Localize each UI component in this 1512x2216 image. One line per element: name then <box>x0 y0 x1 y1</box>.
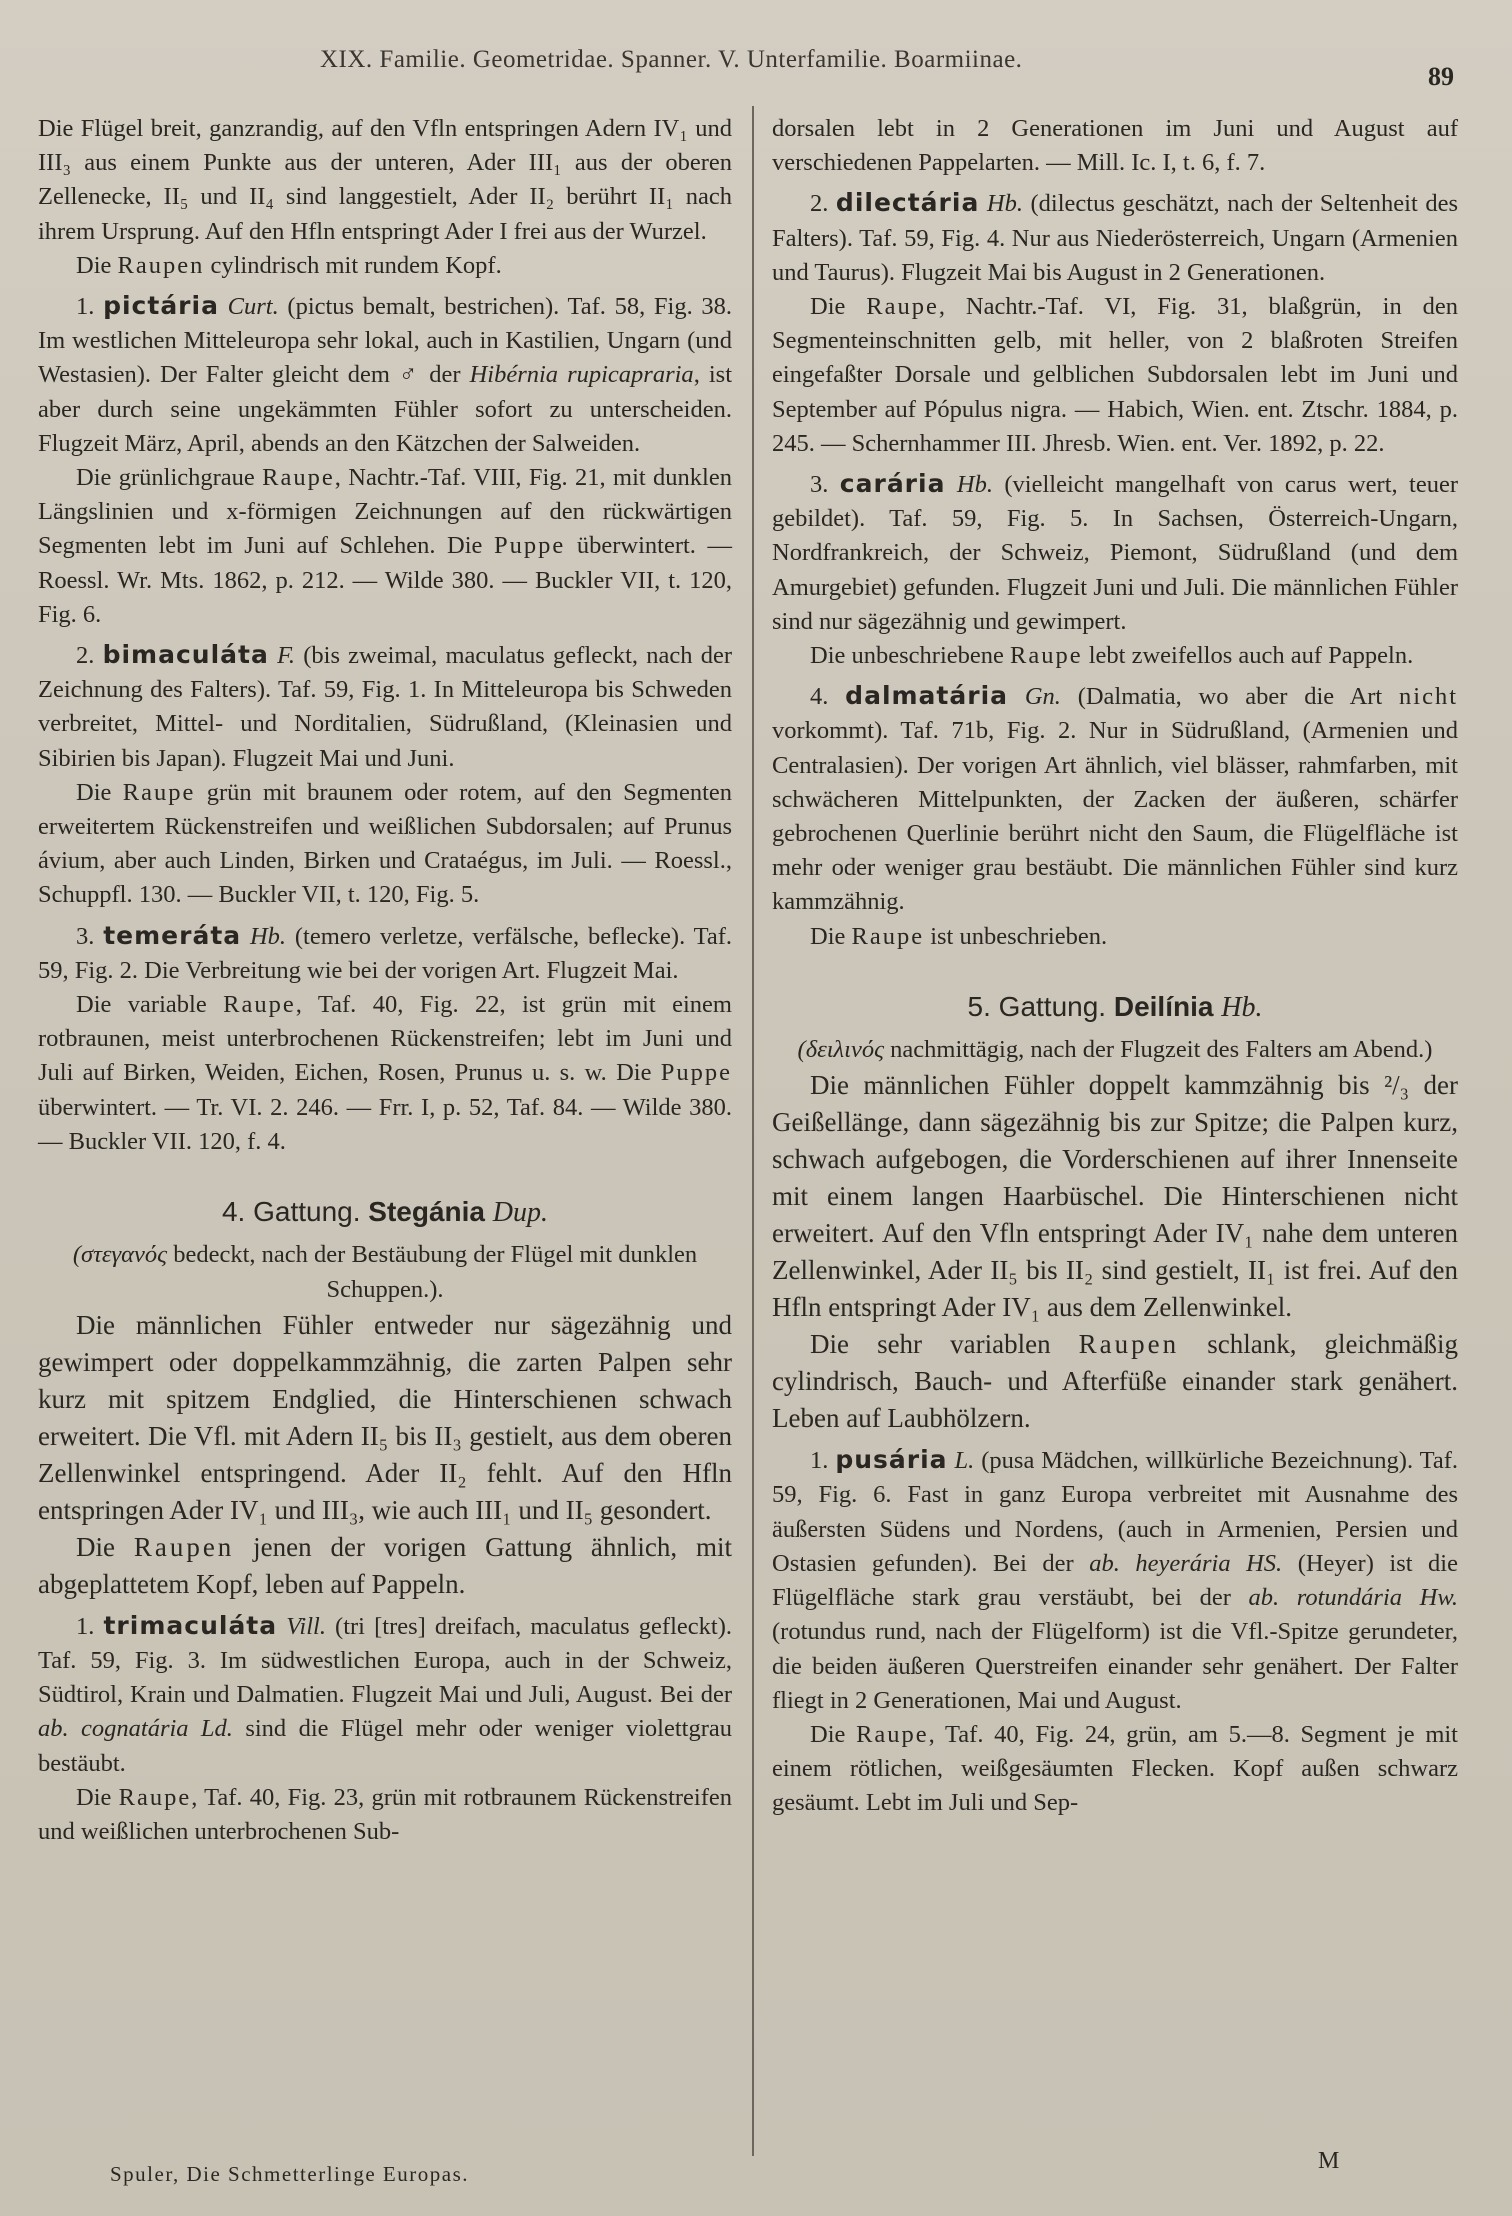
right-column <box>772 112 1458 1821</box>
larva-entry-pictaria: Die grünlichgraue Raupe, Nachtr.-Taf. VIII, Fig. 21, mit dunklen Längslinien und x-förmigen Zeichnungen auf den rückwärtigen Segmenten lebt im Juni auf Schlehen. Die Puppe überwintert. — Roessl. Wr. Mts. 1862, p. 212. — Wilde 380. — Buckler VII, t. 120, Fig. 6. <box>38 464 732 628</box>
genus-heading-stegania: 4. Gattung. Stegánia Dup. <box>221 1196 549 1229</box>
species-entry-trimaculata: 1. trimaculáta Vill. (tri [tres] dreifach, maculatus gefleckt). Taf. 59, Fig. 3. Im südwestlichen Europa, auch in der Schweiz, Südtirol, Krain und Dalmatien. Flugzeit Mai und Juli, August. Bei der ab. cognatária Ld. sind die Flügel mehr oder weniger violettgrau bestäubt. <box>38 1610 732 1777</box>
species-name: pusária <box>835 1445 948 1475</box>
larvae-note: Die Raupen cylindrisch mit rundem Kopf. <box>76 251 502 279</box>
species-entry-dilectaria: 2. dilectária Hb. (dilectus geschätzt, nach der Seltenheit des Falters). Taf. 59, Fig. 4. Nur aus Niederösterreich, Ungarn (Armenien und Taurus). Flugzeit Mai bis August in 2 Generationen. <box>772 188 1458 286</box>
larva-entry-libraria: Die unbeschriebene Raupe lebt zweifellos auch auf Pappeln. <box>810 642 1414 670</box>
larva-entry-bimaculata: Die Raupe grün mit braunem oder rotem, auf den Segmenten erweitertem Rückenstreifen und weißlichen Subdorsalen; auf Prunus ávium, aber auch Linden, Birken und Crataégus, im Juli. — Roessl., Schuppfl. 130. — Buckler VII, t. 120, Fig. 5. <box>38 778 733 909</box>
imprint-footer: Spuler, Die Schmetterlinge Europas. <box>110 2162 469 2186</box>
signature-mark: M <box>1318 2148 1340 2174</box>
species-name: temeráta <box>103 920 242 950</box>
left-column <box>38 112 732 1849</box>
genus-description: Die Flügel breit, ganzrandig, auf den Vfln entspringen Adern IV₁ und III₃ aus einem Punkte aus der unteren, Ader III₁ aus der oberen Zellenecke, II₅ und II₄ sind langgestielt, Ader II₂ berührt II₁ nach ihrem Ursprung. Auf den Hfln entspringt Ader I frei aus der Wurzel. <box>38 115 732 245</box>
continued-text: dorsalen lebt in 2 Generationen im Juni und August auf verschiedenen Pappelarten. — Mill. Ic. I, t. 6, f. 7. <box>772 115 1458 177</box>
page-number: 89 <box>1428 62 1454 91</box>
larvae-note-deilinia: Die sehr variablen Raupen schlank, gleichmäßig cylindrisch, Bauch- und Afterfüße einander stark genähert. Leben auf Laubhölzern. <box>772 1329 1458 1434</box>
larvae-note-stegania: Die Raupen jenen der vorigen Gattung ähnlich, mit abgeplattetem Kopf, leben auf Pappeln. <box>38 1531 732 1599</box>
species-name: dalmatária <box>845 681 1009 711</box>
species-name: bimaculáta <box>102 640 269 670</box>
column-divider <box>752 106 754 2156</box>
species-name: carária <box>839 469 946 499</box>
species-entry-dalmataria: 4. dalmatária Gn. (Dalmatia, wo aber die Art nicht vorkommt). Taf. 71b, Fig. 2. Nur in Südrußland, (Armenien und Centralasien). Der vorigen Art ähnlich, viel blässer, rahmfarben, mit schwächeren Mittelpunkten, der Zacken der äußeren, schärfer gebrochenen Querlinie berührt nicht den Saum, die Flügelfläche ist mehr oder weniger grau bestäubt. Die männlichen Fühler sind kurz kammzähnig. <box>772 681 1459 916</box>
species-name: trimaculáta <box>103 1610 278 1640</box>
genus-description-stegania: Die männlichen Fühler entweder nur sägezähnig und gewimpert oder doppelkammzähnig, die zarten Palpen sehr kurz mit spitzem Endglied, die Hinterschienen schwach erweitert. Die Vfl. mit Adern II₅ bis II₃ gestielt, aus dem oberen Zellenwinkel entspringend. Ader II₂ fehlt. Auf den Hfln entspringen Ader IV₁ und III₃, wie auch III₁ und II₅ gesondert. <box>38 1309 732 1525</box>
larva-entry-pusaria: Die Raupe, Taf. 40, Fig. 24, grün, am 5.—8. Segment je mit einem rötlichen, weißgesäumten Flecken. Kopf außen schwarz gesäumt. Lebt im Juli und Sep- <box>772 1720 1458 1817</box>
species-name: pictária <box>103 291 219 321</box>
larva-entry-temerata: Die variable Raupe, Taf. 40, Fig. 22, ist grün mit einem rotbraunen, meist unterbrochenen Rückenstreifen; lebt im Juni und Juli auf Birken, Weiden, Eichen, Rosen, Prunus u. s. w. Die Puppe überwintert. — Tr. VI. 2. 246. — Frr. I, p. 52, Taf. 84. — Wilde 380. — Buckler VII. 120, f. 4. <box>38 991 732 1155</box>
species-entry-bimaculata: 2. bimaculáta F. (bis zweimal, maculatus gefleckt, nach der Zeichnung des Falters). Taf. 59, Fig. 1. In Mitteleuropa bis Schweden verbreitet, Mittel- und Norditalien, Südrußland, (Kleinasien und Sibirien bis Japan). Flugzeit Mai und Juni. <box>38 640 733 772</box>
genus-description-deilinia: Die männlichen Fühler doppelt kammzähnig bis ²/₃ der Geißellänge, dann sägezähnig bis zur Spitze; die Palpen kurz, schwach aufgebogen, die Vorderschienen auf ihrer Innenseite mit einem langen Haarbüschel. Die Hinterschienen nicht erweitert. Auf den Vfln entspringt Ader IV₁ nahe dem unteren Zellenwinkel, Ader II₅ bis II₂ sind gestielt, II₁ ist frei. Auf den Hfln entspringt Ader IV₁ aus dem Zellenwinkel. <box>772 1070 1458 1323</box>
genus-etymology: (δειλινός nachmittägig, nach der Flugzeit des Falters am Abend.) <box>797 1036 1433 1064</box>
species-entry-libraria: 3. carária Hb. (vielleicht mangelhaft von carus wert, teuer gebildet). Taf. 59, Fig. 5. In Sachsen, Österreich-Ungarn, Nordfrankreich, der Schweiz, Piemont, Südrußland (und dem Amurgebiet) gefunden. Flugzeit Juni und Juli. Die männlichen Fühler sind nur sägezähnig und gewimpert. <box>772 469 1459 635</box>
larva-entry-trimaculata: Die Raupe, Taf. 40, Fig. 23, grün mit rotbraunem Rückenstreifen und weißlichen unterbrochenen Sub- <box>38 1783 733 1845</box>
species-entry-temerata: 3. temeráta Hb. (temero verletze, verfälsche, beflecke). Taf. 59, Fig. 2. Die Verbreitung wie bei der vorigen Art. Flugzeit Mai. <box>38 920 732 984</box>
species-name: dilectária <box>835 188 980 218</box>
species-entry-pusaria: 1. pusária L. (pusa Mädchen, willkürliche Bezeichnung). Taf. 59, Fig. 6. Fast in ganz Europa verbreitet mit Ausnahme des äußersten Südens und Nordens, (auch in Armenien, Persien und Ostasien gefunden). Bei der ab. heyerária HS. (Heyer) ist die Flügelfläche stark grau verstäubt, bei der ab. rotundária Hw. (rotundus rund, nach der Flügelform) ist die Vfl.-Spitze gerundeter, die beiden äußeren Querstreifen einander sehr genähert. Der Falter fliegt in 2 Generationen, Mai und August. <box>772 1445 1459 1714</box>
species-entry-pictaria: 1. pictária Curt. (pictus bemalt, bestrichen). Taf. 58, Fig. 38. Im westlichen Mitteleuropa sehr lokal, auch in Kastilien, Ungarn (und Westasien). Der Falter gleicht dem ♂ der Hibérnia rupicapraria, ist aber durch seine ungekämmten Fühler sofort zu unterscheiden. Flugzeit März, April, abends an den Kätzchen der Salweiden. <box>38 291 733 457</box>
larva-entry-dilectaria: Die Raupe, Nachtr.-Taf. VI, Fig. 31, blaßgrün, in den Segmenteinschnitten gelb, mit heller, von 2 blaßroten Streifen eingefaßter Dorsale und gelblichen Subdorsalen lebt im Juni und September auf Pópulus nigra. — Habich, Wien. ent. Ztschr. 1884, p. 245. — Schernhammer III. Jhresb. Wien. ent. Ver. 1892, p. 22. <box>772 293 1459 457</box>
genus-etymology: (στεγανός bedeckt, nach der Bestäubung der Flügel mit dunklen Schuppen.). <box>72 1241 698 1303</box>
running-header: XIX. Familie. Geometridae. Spanner. V. Unterfamilie. Boarmiinae. <box>320 46 1023 73</box>
larva-entry-dalmataria: Die Raupe ist unbeschrieben. <box>810 922 1108 950</box>
genus-heading-deilinia: 5. Gattung. Deilínia Hb. <box>967 990 1263 1023</box>
